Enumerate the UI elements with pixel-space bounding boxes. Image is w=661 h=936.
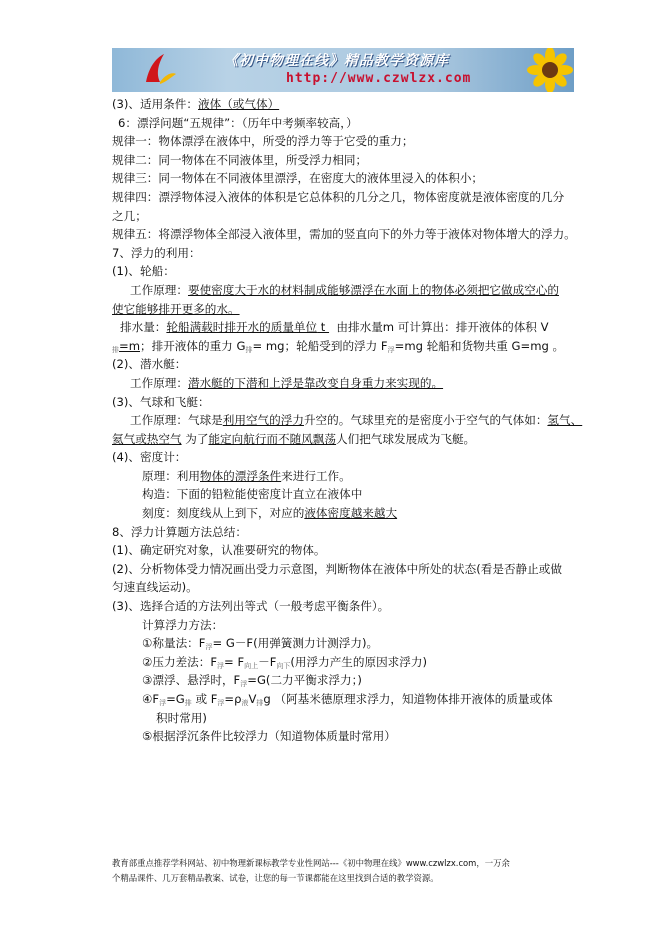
formula-line: 积时常用) bbox=[156, 710, 207, 725]
text-line: (3)、适用条件：液体（或气体） bbox=[112, 97, 280, 111]
text-line: (3)、选择合适的方法列出等式（一般考虑平衡条件）。 bbox=[112, 599, 390, 614]
text-line: 规律五：将漂浮物体全部浸入液体里，需加的竖直向下的外力等于液体对物体增大的浮力。 bbox=[112, 227, 576, 242]
text-line: 工作原理：要使密度大于水的材料制成能够漂浮在水面上的物体必须把它做成空心的 bbox=[130, 282, 559, 297]
document-body bbox=[112, 95, 583, 746]
text-line: 氦气或热空气 为了能定向航行而不随风飘荡人们把气球发展成为飞艇。 bbox=[112, 431, 476, 446]
banner-url[interactable]: http://www.czwlzx.com bbox=[286, 71, 472, 86]
text-line: 工作原理：气球是利用空气的浮力升空的。气球里充的是密度小于空气的气体如：氢气、 bbox=[130, 413, 583, 428]
text-line: $_排$=m；排开液体的重力 $G_排=$ mg；轮船受到的浮力 $F_浮=mg$ 轮船和货物共重 G=mg 。 bbox=[112, 338, 565, 354]
text-line: 规律四：漂浮物体浸入液体的体积是它总体积的几分之几，物体密度就是液体密度的几分 bbox=[112, 189, 565, 204]
footer-line: 教育部重点推荐学科网站、初中物理新课标教学专业性网站---《初中物理在线》www.czwlzx.com，一万余 bbox=[112, 858, 510, 868]
text-line: (1)、确定研究对象，认准要研究的物体。 bbox=[112, 543, 326, 558]
text-line: 刻度：刻度线从上到下，对应的液体密度越来越大 bbox=[142, 506, 398, 521]
formula-line: ③漂浮、悬浮时，$F_浮=G$(二力平衡求浮力；) bbox=[142, 673, 362, 689]
site-logo-icon bbox=[142, 52, 178, 88]
text-line: (2)、分析物体受力情况画出受力示意图，判断物体在液体中所处的状态(看是否静止或做 bbox=[112, 561, 562, 576]
page-footer bbox=[112, 856, 578, 886]
text-line: (4)、密度计： bbox=[112, 450, 187, 465]
text-line: 之几； bbox=[112, 208, 147, 223]
formula-line: ①称量法：$F_浮= G-F$(用弹簧测力计测浮力)。 bbox=[142, 636, 379, 652]
text-line: (3)、气球和飞艇： bbox=[112, 394, 210, 409]
banner-title: 《初中物理在线》精品教学资源库 bbox=[224, 53, 449, 69]
sunflower-icon bbox=[524, 48, 574, 92]
section-heading: 8、浮力计算题方法总结： bbox=[112, 524, 247, 539]
text-line: 规律二：同一物体在不同液体里，所受浮力相同； bbox=[112, 152, 368, 167]
footer-line: 个精品课件、几万套精品教案、试卷，让您的每一节课都能在这里找到合适的教学资源。 bbox=[112, 873, 439, 883]
text-line: 使它能够排开更多的水。 bbox=[112, 301, 240, 316]
text-line: 计算浮力方法： bbox=[142, 617, 224, 632]
text-line: 匀速直线运动)。 bbox=[112, 580, 198, 595]
formula-line: $④F_浮=G_排$ 或 $F_浮=\rho_液V_排g$ （阿基米德原理求浮力，知道物体排开液体的质量或体 bbox=[142, 692, 553, 707]
formula-line: ②压力差法：$F_浮= F_{向上}-F_{向下}$(用浮力产生的原因求浮力) bbox=[142, 654, 427, 670]
text-line: 构造：下面的铅粒能使密度计直立在液体中 bbox=[142, 487, 363, 502]
text-line: (1)、轮船： bbox=[112, 264, 175, 279]
text-line: 排水量：轮船满载时排开水的质量单位 t 由排水量m 可计算出：排开液体的体积 V bbox=[120, 320, 549, 335]
text-line: 6：漂浮问题“五规律”：（历年中考频率较高，） bbox=[118, 115, 358, 130]
text-line: (2)、潜水艇： bbox=[112, 357, 187, 372]
text-line: 原理：利用物体的漂浮条件来进行工作。 bbox=[142, 468, 351, 483]
text-line: 规律三：同一物体在不同液体里漂浮，在密度大的液体里浸入的体积小； bbox=[112, 171, 484, 186]
text-line: 工作原理：潜水艇的下潜和上浮是靠改变自身重力来实现的。 bbox=[130, 375, 444, 390]
header-banner bbox=[112, 48, 574, 92]
text-line: 规律一：物体漂浮在液体中，所受的浮力等于它受的重力； bbox=[112, 134, 414, 149]
section-heading: 7、浮力的利用： bbox=[112, 245, 201, 260]
formula-line: ⑤根据浮沉条件比较浮力（知道物体质量时常用） bbox=[142, 729, 396, 744]
